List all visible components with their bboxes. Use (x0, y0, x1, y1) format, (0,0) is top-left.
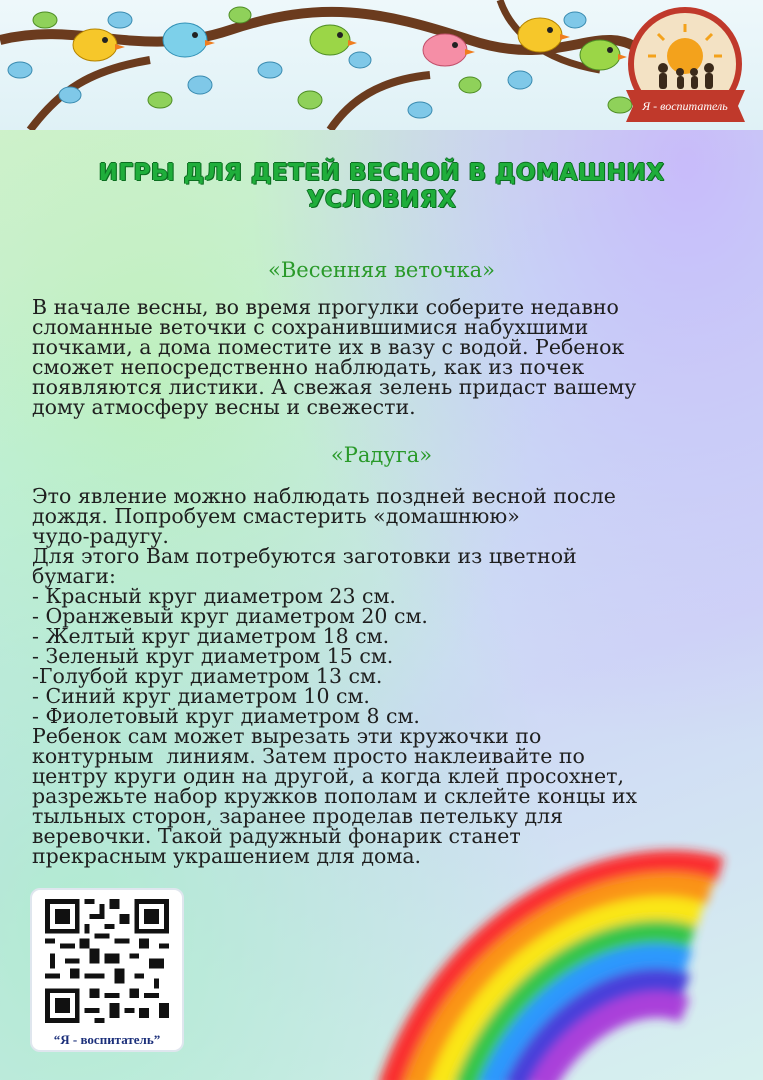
text-line: Для этого Вам потребуются заготовки из цветной (32, 544, 577, 568)
text-line: чудо-радугу. (32, 524, 169, 548)
list-item: - Синий круг диаметром 10 см. (32, 684, 370, 708)
list-item: -Голубой круг диаметром 13 см. (32, 664, 383, 688)
section-text-branch (32, 297, 732, 417)
text-line: В начале весны, во время прогулки соберите недавно (32, 295, 619, 319)
qr-code-card[interactable] (30, 888, 184, 1052)
text-line: прекрасным украшением для дома. (32, 844, 422, 868)
list-item: - Фиолетовый круг диаметром 8 см. (32, 704, 420, 728)
list-item: - Желтый круг диаметром 18 см. (32, 624, 390, 648)
list-item: - Оранжевый круг диаметром 20 см. (32, 604, 428, 628)
page-title: ИГРЫ ДЛЯ ДЕТЕЙ ВЕСНОЙ В ДОМАШНИХ УСЛОВИЯХ (98, 160, 665, 213)
list-item: - Зеленый круг диаметром 15 см. (32, 644, 394, 668)
logo-text: Я - воспитатель (642, 99, 728, 113)
text-line: сломанные веточки с сохранившимися набухшими (32, 315, 589, 339)
text-line: веревочки. Такой радужный фонарик станет (32, 824, 521, 848)
text-line: разрежьте набор кружков пополам и склейте концы их (32, 784, 638, 808)
text-line: бумаги: (32, 564, 116, 588)
text-line: Ребенок сам может вырезать эти кружочки по (32, 724, 542, 748)
text-line: почками, а дома поместите их в вазу с водой. Ребенок (32, 335, 625, 359)
qr-code-icon (45, 899, 169, 1023)
text-line: Это явление можно наблюдать поздней весной после (32, 484, 616, 508)
text-line: дождя. Попробуем смастерить «домашнюю» (32, 504, 520, 528)
text-line: контурным линиям. Затем просто наклеивайте по (32, 744, 585, 768)
text-line: дому атмосферу весны и свежести. (32, 395, 416, 419)
qr-caption: “Я - воспитатель” (53, 1032, 161, 1047)
text-line: появляются листики. А свежая зелень придаст вашему (32, 375, 637, 399)
section-text-rainbow (32, 486, 732, 866)
section-heading-branch: «Весенняя веточка» (268, 258, 495, 282)
header-banner (0, 0, 763, 130)
text-line: тыльных сторон, заранее проделав петельку для (32, 804, 564, 828)
list-item: - Красный круг диаметром 23 см. (32, 584, 396, 608)
text-line: центру круги один на другой, а когда клей просохнет, (32, 764, 625, 788)
logo (618, 6, 753, 126)
text-line: сможет непосредственно наблюдать, как из почек (32, 355, 585, 379)
section-heading-rainbow: «Радуга» (330, 443, 433, 467)
bird-icon (73, 29, 125, 61)
